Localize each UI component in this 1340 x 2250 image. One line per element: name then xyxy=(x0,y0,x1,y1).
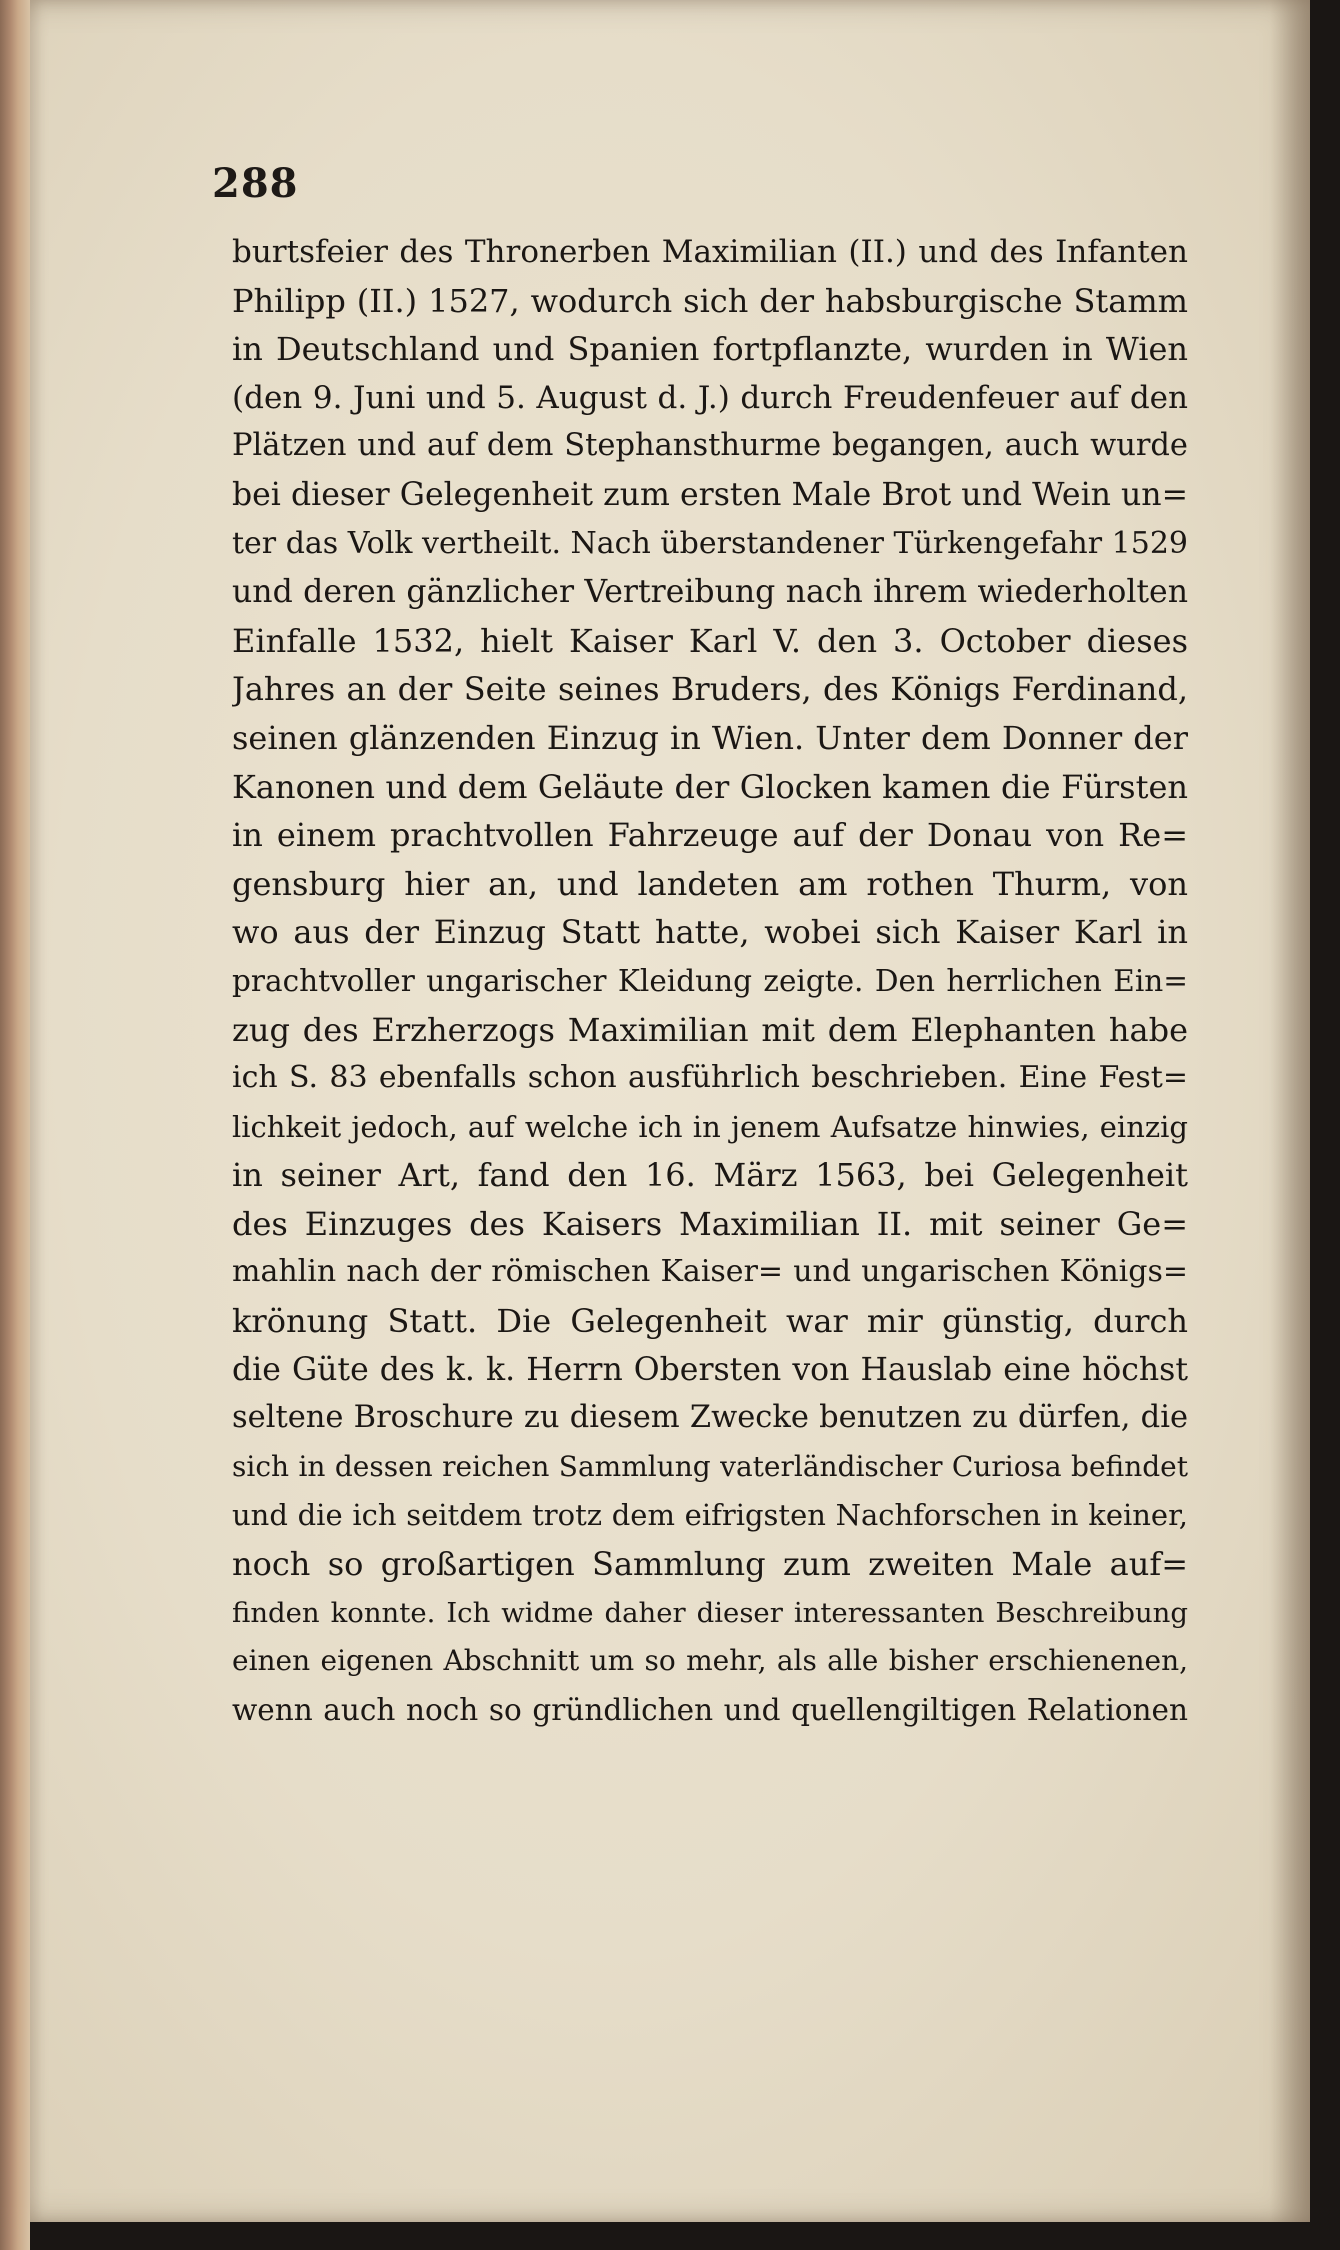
body-text xyxy=(232,228,1188,1734)
book-page-edges xyxy=(0,0,30,2250)
text-line: mahlin nach der römischen Kaiser= und ungarischen Königs= xyxy=(232,1254,1188,1290)
text-line: Plätzen und auf dem Stephansthurme begangen, auch wurde xyxy=(232,428,1188,464)
text-line: zug des Erzherzogs Maximilian mit dem Elephanten habe xyxy=(232,1010,1188,1049)
text-line: und deren gänzlicher Vertreibung nach ihrem wiederholten xyxy=(232,574,1188,611)
text-line: gensburg hier an, und landeten am rothen Thurm, von xyxy=(232,864,1188,903)
text-line: seinen glänzenden Einzug in Wien. Unter dem Donner der xyxy=(232,718,1188,757)
page-gutter-shadow xyxy=(1270,0,1310,2222)
text-line: die Güte des k. k. Herrn Obersten von Hauslab eine höchst xyxy=(232,1351,1188,1388)
text-line: burtsfeier des Thronerben Maximilian (II.) und des Infanten xyxy=(232,234,1188,270)
page-number: 288 xyxy=(212,160,299,207)
text-line: Kanonen und dem Geläute der Glocken kamen die Fürsten xyxy=(232,767,1188,806)
text-line: prachtvoller ungarischer Kleidung zeigte. Den herrlichen Ein= xyxy=(232,963,1188,998)
text-line: ter das Volk vertheilt. Nach überstandener Türkengefahr 1529 xyxy=(232,525,1188,561)
text-line: Jahres an der Seite seines Bruders, des Königs Ferdinand, xyxy=(232,670,1188,709)
text-line: seltene Broschure zu diesem Zwecke benutzen zu dürfen, die xyxy=(232,1400,1188,1436)
text-line: und die ich seitdem trotz dem eifrigsten Nachforschen in keiner, xyxy=(232,1498,1188,1533)
text-line: in einem prachtvollen Fahrzeuge auf der Donau von Re= xyxy=(232,816,1188,855)
text-line: noch so großartigen Sammlung zum zweiten Male auf= xyxy=(232,1545,1188,1584)
text-line: Philipp (II.) 1527, wodurch sich der habsburgische Stamm xyxy=(232,281,1188,320)
text-line: sich in dessen reichen Sammlung vaterländischer Curiosa befindet xyxy=(232,1449,1188,1483)
text-line: lichkeit jedoch, auf welche ich in jenem Aufsatze hinwies, einzig xyxy=(232,1109,1188,1144)
text-line: ich S. 83 ebenfalls schon ausführlich beschrieben. Eine Fest= xyxy=(232,1060,1188,1096)
text-line: des Einzuges des Kaisers Maximilian II. mit seiner Ge= xyxy=(232,1204,1188,1243)
text-line: in seiner Art, fand den 16. März 1563, bei Gelegenheit xyxy=(232,1156,1188,1195)
text-line: finden konnte. Ich widme daher dieser interessanten Beschreibung xyxy=(232,1596,1188,1629)
text-line: krönung Statt. Die Gelegenheit war mir günstig, durch xyxy=(232,1302,1188,1341)
text-line: Einfalle 1532, hielt Kaiser Karl V. den 3. October dieses xyxy=(232,621,1188,660)
text-line: wo aus der Einzug Statt hatte, wobei sich Kaiser Karl in xyxy=(232,913,1188,952)
text-line: bei dieser Gelegenheit zum ersten Male Brot und Wein un= xyxy=(232,476,1188,513)
text-line: wenn auch noch so gründlichen und quellengiltigen Relationen xyxy=(232,1692,1188,1727)
text-line: in Deutschland und Spanien fortpflanzte, wurden in Wien xyxy=(232,330,1188,369)
text-line: (den 9. Juni und 5. August d. J.) durch Freudenfeuer auf den xyxy=(232,379,1188,416)
text-line: einen eigenen Abschnitt um so mehr, als alle bisher erschienenen, xyxy=(232,1644,1188,1678)
